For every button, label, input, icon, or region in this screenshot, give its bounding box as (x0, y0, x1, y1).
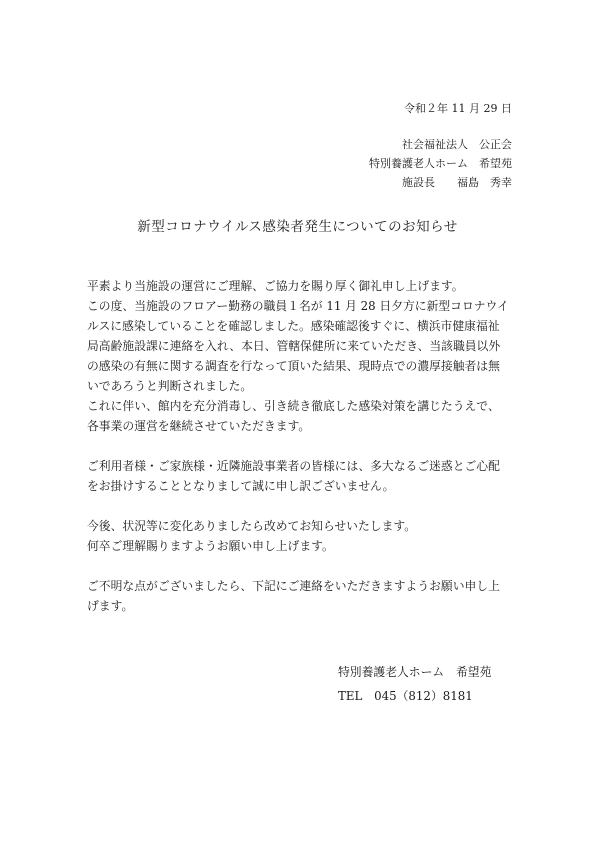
sender-director: 施設長 福島 秀幸 (402, 176, 512, 189)
body-paragraph-contact: ご不明な点がございましたら、下記にご連絡をいただきますようお願い申し上 げます。 (87, 579, 500, 613)
paragraph-spacer (87, 556, 517, 576)
body-paragraph-updates: 今後、状況等に変化ありましたら改めてお知らせいたします。 何卒ご理解賜りますようお願い申し上げます。 (87, 519, 417, 553)
contact-footer (338, 660, 491, 708)
sender-block (369, 135, 512, 192)
body-paragraph-apology: ご利用者様・ご家族様・近隣施設事業者の皆様には、多大なるご迷惑とご心配 をお掛けすることとなりまして誠に申し訳ございません。 (87, 459, 500, 493)
notice-title: 新型コロナウイルス感染者発生についてのお知らせ (137, 219, 458, 235)
document-date: 令和２年 11 月 29 日 (404, 102, 512, 115)
paragraph-spacer (87, 496, 517, 516)
sender-corporation: 社会福祉法人 公正会 (402, 138, 512, 151)
body-paragraph-announcement: 平素より当施設の運営にご理解、ご協力を賜り厚く御礼申し上げます。 この度、当施設のフロアー勤務の職員１名が 11 月 28 日夕方に新型コロナウイ ルスに感染していることを確認しました。感染確認後すぐに、横浜市健康福祉 局高齢施設課に連絡を入れ、本日、管轄保健所に来ていただき、当該職員以外 の感染の有無に関する調査を行なって頂いた結果、現時点での濃厚接触者は無 いであろうと判断されました。 これに伴い、館内を充分消毒し、引き続き徹底した感染対策を講じたうえで、 各事業の運営を継続させていただきます。 (87, 279, 509, 433)
footer-facility-name: 特別養護老人ホーム 希望苑 (338, 665, 492, 679)
footer-telephone: TEL 045（812）8181 (338, 689, 473, 703)
paragraph-spacer (87, 436, 517, 456)
notice-body (87, 276, 517, 616)
sender-facility: 特別養護老人ホーム 希望苑 (369, 157, 512, 170)
